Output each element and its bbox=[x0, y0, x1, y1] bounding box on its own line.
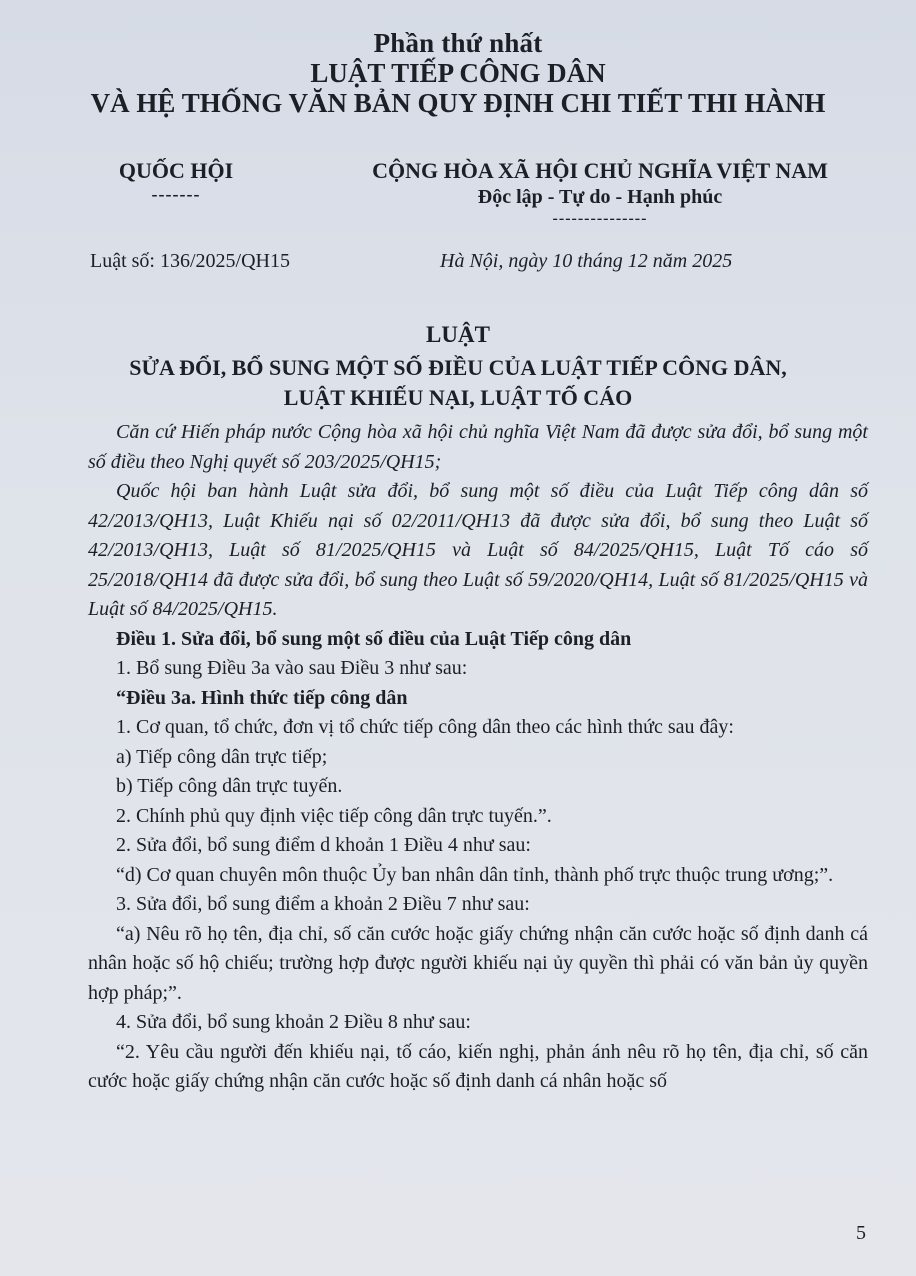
law-title: LUẬT bbox=[426, 322, 490, 347]
issuing-organization: QUỐC HỘI bbox=[118, 158, 234, 183]
paragraph: “2. Yêu cầu người đến khiếu nại, tố cáo, kiến nghị, phản ánh nêu rõ họ tên, địa chỉ, số căn cước hoặc giấy chứng nhận căn cước hoặc số định danh cá nhân hoặc số bbox=[88, 1040, 868, 1092]
paragraph: 1. Bổ sung Điều 3a vào sau Điều 3 như sau: bbox=[116, 657, 468, 679]
document-body bbox=[88, 418, 868, 1097]
part-subtitle-2: VÀ HỆ THỐNG VĂN BẢN QUY ĐỊNH CHI TIẾT THI HÀNH bbox=[90, 88, 826, 118]
article-3a-heading: “Điều 3a. Hình thức tiếp công dân bbox=[116, 686, 408, 709]
article-1-heading: Điều 1. Sửa đổi, bổ sung một số điều của Luật Tiếp công dân bbox=[116, 627, 632, 650]
paragraph: a) Tiếp công dân trực tiếp; bbox=[116, 745, 328, 768]
legal-basis-2: Quốc hội ban hành Luật sửa đổi, bổ sung một số điều của Luật Tiếp công dân số 42/2013/QH13, Luật Khiếu nại số 02/2011/QH13 đã được sửa đổi, bổ sung theo Luật số 42/2013/QH13, Luật số 81/2025/QH15 và Luật số 84/2025/QH15, Luật Tố cáo số 25/2018/QH14 đã được sửa đổi, bổ sung theo Luật số 59/2020/QH14, Luật số 81/2025/QH15 và Luật số 84/2025/QH15. bbox=[88, 480, 868, 620]
motto-underline: --------------- bbox=[552, 210, 648, 227]
organization-underline: ------- bbox=[151, 184, 201, 204]
law-number: Luật số: 136/2025/QH15 bbox=[90, 250, 290, 272]
part-title: Phần thứ nhất bbox=[373, 28, 543, 58]
paragraph: “d) Cơ quan chuyên môn thuộc Ủy ban nhân dân tỉnh, thành phố trực thuộc trung ương;”. bbox=[116, 863, 834, 886]
part-subtitle-1: LUẬT TIẾP CÔNG DÂN bbox=[310, 58, 606, 88]
paragraph: 4. Sửa đổi, bổ sung khoản 2 Điều 8 như sau: bbox=[116, 1011, 471, 1033]
paragraph: 2. Chính phủ quy định việc tiếp công dân trực tuyến.”. bbox=[116, 804, 552, 827]
paragraph: b) Tiếp công dân trực tuyến. bbox=[116, 775, 343, 797]
legal-basis-1: Căn cứ Hiến pháp nước Cộng hòa xã hội chủ nghĩa Việt Nam đã được sửa đổi, bổ sung một số điều theo Nghị quyết số 203/2025/QH15; bbox=[88, 421, 868, 473]
paragraph: 2. Sửa đổi, bổ sung điểm d khoản 1 Điều 4 như sau: bbox=[116, 834, 531, 856]
law-subtitle-2: LUẬT KHIẾU NẠI, LUẬT TỐ CÁO bbox=[283, 385, 633, 410]
page-number: 5 bbox=[856, 1222, 866, 1244]
national-motto: Độc lập - Tự do - Hạnh phúc bbox=[477, 186, 723, 208]
paragraph: 3. Sửa đổi, bổ sung điểm a khoản 2 Điều 7 như sau: bbox=[116, 893, 530, 915]
paragraph: 1. Cơ quan, tổ chức, đơn vị tổ chức tiếp công dân theo các hình thức sau đây: bbox=[116, 716, 734, 738]
law-subtitle-1: SỬA ĐỔI, BỔ SUNG MỘT SỐ ĐIỀU CỦA LUẬT TIẾP CÔNG DÂN, bbox=[129, 355, 787, 380]
issue-date: Hà Nội, ngày 10 tháng 12 năm 2025 bbox=[440, 250, 733, 272]
national-title: CỘNG HÒA XÃ HỘI CHỦ NGHĨA VIỆT NAM bbox=[372, 158, 828, 183]
paragraph: “a) Nêu rõ họ tên, địa chỉ, số căn cước hoặc giấy chứng nhận căn cước hoặc số định danh cá nhân hoặc số hộ chiếu; trường hợp được người khiếu nại ủy quyền thì phải có văn bản ủy quyền hợp pháp;”. bbox=[88, 922, 868, 1004]
